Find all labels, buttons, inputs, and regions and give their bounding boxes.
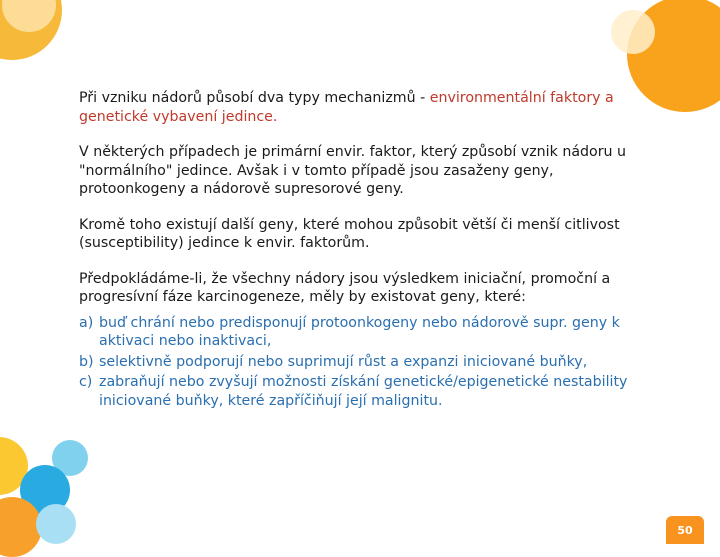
slide-content xyxy=(79,89,649,412)
decor-circle xyxy=(36,504,76,544)
paragraph-mechanisms xyxy=(79,89,649,126)
page-number: 50 xyxy=(666,516,704,544)
list-item xyxy=(79,353,649,372)
list-item-text: selektivně podporují nebo suprimují růst a expanzi iniciované buňky, xyxy=(99,353,588,370)
paragraph-primary-factor: V některých případech je primární envir. faktor, který způsobí vznik nádoru u "normálního" jedince. Avšak i v tomto případě jsou zasaženy geny, protoonkogeny a nádorově supresorové geny. xyxy=(79,144,627,197)
list-item-label: a) xyxy=(79,314,94,331)
paragraph-susceptibility: Kromě toho existují další geny, které mohou způsobit větší či menší citlivost (susceptibility) jedince k envir. faktorům. xyxy=(79,216,620,251)
list-item-text: buď chrání nebo predisponují protoonkogeny nebo nádorově supr. geny k aktivaci nebo inaktivaci, xyxy=(99,314,620,349)
list-item xyxy=(79,373,649,410)
decor-circle xyxy=(611,10,655,54)
highlighted-text: environmentální faktory a genetické vybavení jedince. xyxy=(79,90,614,125)
paragraph-text: Při vzniku nádorů působí dva typy mechanizmů - xyxy=(79,90,430,106)
gene-function-list xyxy=(79,314,649,411)
list-item-label: b) xyxy=(79,353,94,370)
list-item-text: zabraňují nebo zvyšují možnosti získání genetické/epigenetické nestability iniciované buňky, které zapříčiňují její malignitu. xyxy=(99,374,628,409)
list-item xyxy=(79,314,649,351)
list-item-label: c) xyxy=(79,374,93,390)
paragraph-carcinogenesis: Předpokládáme-li, že všechny nádory jsou výsledkem iniciační, promoční a progresívní fáze karcinogeneze, měly by existovat geny, které: xyxy=(79,270,611,305)
